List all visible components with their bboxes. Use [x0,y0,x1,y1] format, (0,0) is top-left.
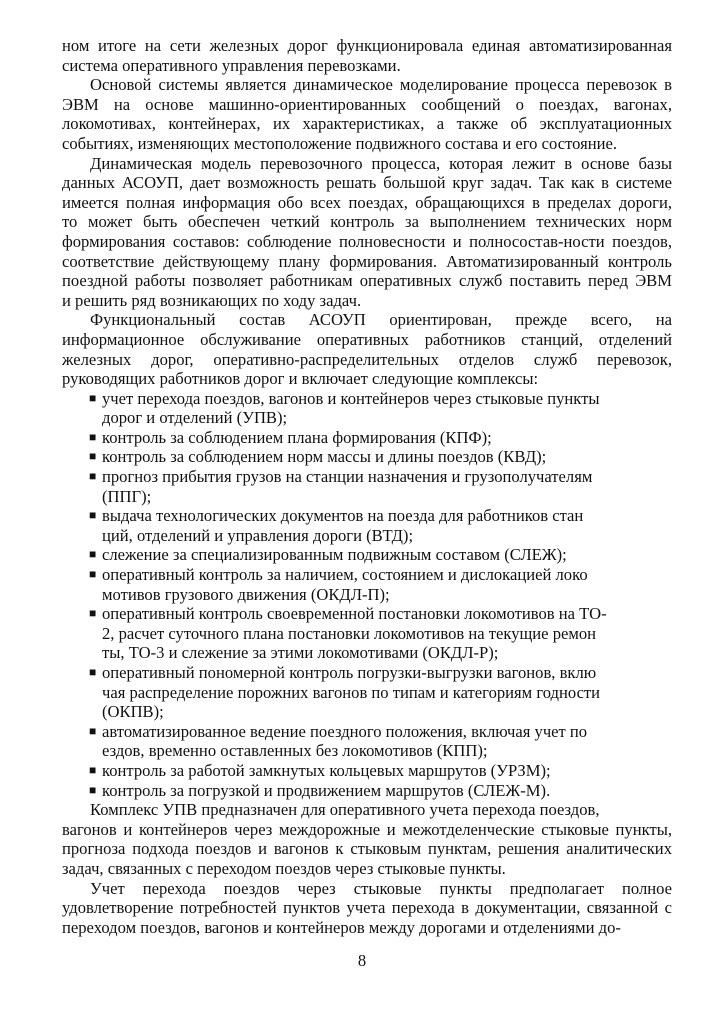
text-line: Функциональный состав АСОУП ориентирован, прежде всего, на [90,310,672,330]
list-item-first-line [62,604,642,624]
square-bullet-icon: ■ [89,606,97,621]
list-item-first-line [62,467,642,487]
text-line: информационное обслуживание оперативных работников станций, отделений [62,329,672,349]
text-line: событиях, изменяющих местоположение подвижного состава и его состояние. [62,133,617,153]
square-bullet-icon: ■ [89,723,97,738]
list-item [62,428,672,448]
square-bullet-icon: ■ [89,429,97,444]
text-line: железных дорог, оперативно-распределительных отделов служб перевозок, [62,349,672,369]
list-item-first-line [62,506,642,526]
text-line: Основой системы является динамическое моделирование процесса перевозок в [90,75,672,95]
text-line: поездной работы позволяет работникам оперативных служб поставить перед ЭВМ [62,271,672,291]
list-item-first-line [62,447,642,467]
square-bullet-icon: ■ [89,390,97,405]
list-item-text: оперативный пономерной контроль погрузки-выгрузки вагонов, вклю [102,663,597,682]
paragraph [62,879,672,938]
list-item-first-line [62,428,642,448]
list-item-continuation [62,585,642,605]
square-bullet-icon: ■ [89,782,97,797]
text-line: Динамическая модель перевозочного процесса, которая лежит в основе базы [90,153,672,173]
list-item-continuation [62,526,642,546]
list-item [62,467,672,506]
list-item-text: ты, ТО-3 и слежение за этими локомотивами (ОКДЛ-Р); [102,643,499,663]
text-line: имеется полная информация обо всех поездах, обращающихся в пределах дороги, [62,192,672,212]
text-line: то может быть обеспечен четкий контроль за выполнением технических норм [62,212,672,232]
list-item [62,506,672,545]
text-line: соответствие действующему плану формирования. Автоматизированный контроль [62,251,672,271]
square-bullet-icon: ■ [89,449,97,464]
text-line: ном итоге на сети железных дорог функционировала единая автоматизированная [62,36,672,55]
list-item [62,545,672,565]
list-item-text: чая распределение порожних вагонов по типам и категориям годности [102,682,601,702]
list-item-continuation [62,741,642,761]
list-item [62,604,672,663]
list-item-text: ездов, временно оставленных без локомотивов (КПП); [102,741,488,761]
page-number: 8 [357,951,367,970]
text-line: задач, связанных с переходом поездов через стыковые пункты. [62,858,506,878]
text-line: данных АСОУП, дает возможность решать большой круг задач. Так как в системе [62,173,672,193]
list-item-text: дорог и отделений (УПВ); [102,408,288,428]
paragraph [62,75,672,153]
list-item-first-line [62,565,642,585]
text-line: вагонов и контейнеров через междорожные и межотделенческие стыковые пункты, [62,819,672,839]
text-line: прогноза подхода поездов и вагонов к стыковым пунктам, решения аналитических [62,839,672,859]
text-line: руководящих работников дорог и включает следующие комплексы: [62,369,539,389]
list-item [62,389,672,428]
list-item-text: (ППГ); [102,486,152,506]
list-item-text: автоматизированное ведение поездного положения, включая учет по [102,721,588,741]
text-line: формирования составов: соблюдение полновесности и полносостав-ности поездов, [62,231,672,251]
list-item-first-line [62,761,642,781]
list-item [62,761,672,781]
complexes-list [62,389,672,800]
paragraph [62,154,672,311]
list-item-text: оперативный контроль за наличием, состоянием и дислокацией локо [102,565,588,585]
list-item-continuation [62,702,642,722]
text-line: Комплекс УПВ предназначен для оперативного учета перехода поездов, [90,800,600,820]
list-item-text: учет перехода поездов, вагонов и контейнеров через стыковые пункты [102,388,600,408]
square-bullet-icon: ■ [89,469,97,484]
list-item-text: мотивов грузового движения (ОКДЛ-П); [102,584,390,604]
square-bullet-icon: ■ [89,567,97,582]
paragraph [62,36,672,75]
list-item-continuation [62,643,642,663]
text-line: Учет перехода поездов через стыковые пункты предполагает полное [90,878,672,898]
paragraph [62,800,672,878]
text-line: удовлетворение потребностей пунктов учета перехода в документации, связанной с [62,898,672,918]
square-bullet-icon: ■ [89,547,97,562]
list-item-text: контроль за погрузкой и продвижением маршрутов (СЛЕЖ-М). [102,780,551,800]
text-line: переходом поездов, вагонов и контейнеров между дорогами и отделениями до- [62,917,621,937]
list-item-text: слежение за специализированным подвижным составом (СЛЕЖ); [102,545,567,565]
list-item [62,722,672,761]
list-item-text: выдача технологических документов на поезда для работников стан [102,506,584,526]
list-item [62,565,672,604]
list-item [62,781,672,801]
list-item-text: контроль за работой замкнутых кольцевых маршрутов (УРЗМ); [102,760,551,780]
text-line: ЭВМ на основе машинно-ориентированных сообщений о поездах, вагонах, [62,94,672,114]
list-item-text: (ОКПВ); [102,702,164,722]
list-item-text: оперативный контроль своевременной постановки локомотивов на ТО- [102,604,607,624]
list-item-first-line [62,663,642,683]
list-item-text: 2, расчет суточного плана постановки локомотивов на текущие ремон [102,623,597,643]
list-item-first-line [62,781,642,801]
list-item-text: контроль за соблюдением плана формирования (КПФ); [102,427,492,447]
text-line: локомотивах, контейнерах, их характеристиках, а также об эксплуатационных [62,114,672,134]
square-bullet-icon: ■ [89,665,97,679]
list-item-continuation [62,683,642,703]
list-item-first-line [62,389,642,409]
square-bullet-icon: ■ [89,762,97,777]
list-item-continuation [62,408,642,428]
list-item-first-line [62,722,642,742]
list-item-continuation [62,487,642,507]
list-item-continuation [62,624,642,644]
square-bullet-icon: ■ [89,508,97,523]
list-item-text: ций, отделений и управления дороги (ВТД); [102,525,414,545]
document-page-body [62,36,672,937]
list-item-text: контроль за соблюдением норм массы и длины поездов (КВД); [102,447,547,467]
text-line: и решить ряд возникающих по ходу задач. [62,290,362,310]
paragraph [62,310,672,388]
text-line: система оперативного управления перевозками. [62,55,401,75]
list-item-text: прогноз прибытия грузов на станции назначения и грузополучателям [102,467,593,487]
list-item-first-line [62,545,642,565]
list-item [62,663,672,722]
list-item [62,447,672,467]
